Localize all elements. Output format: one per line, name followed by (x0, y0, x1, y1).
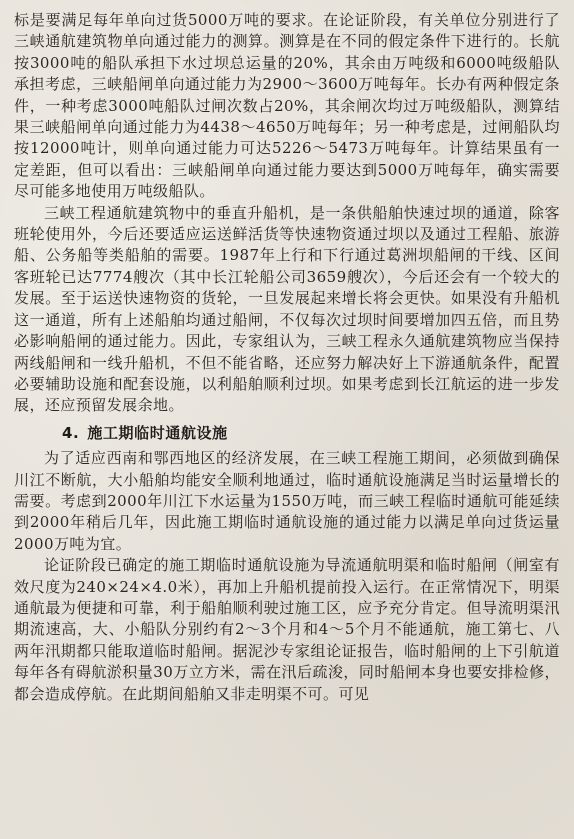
paragraph-construction-navigation: 为了适应西南和鄂西地区的经济发展，在三峡工程施工期间，必须做到确保川江不断航，大小船舶均能安全顺利地通过，临时通航设施满足当时运量增长的需要。考虑到2000年川江下水运量为1550万吨，而三峡工程临时通航可能延续到2000年稍后几年，因此施工期临时通航设施的通过能力以满足单向过货运量2000万吨为宜。 (14, 449, 560, 553)
section-number: 4. (62, 423, 80, 442)
paragraph-capacity-estimates: 标是要满足每年单向过货5000万吨的要求。在论证阶段，有关单位分别进行了三峡通航建筑物单向通过能力的测算。测算是在不同的假定条件下进行的。长航按3000吨的船队承担下水过坝总运量的20%，其余由万吨级和6000吨级船队承担考虑，三峡船闸单向通过能力为2900～3600万吨每年。长办有两种假定条件，一种考虑3000吨船队过闸次数占20%，其余闸次均过万吨级船队，测算结果三峡船闸单向通过能力为4438～4650万吨每年；另一种考虑是，过闸船队均按12000吨计，则单向通过能力可达5226～5473万吨每年。计算结果虽有一定差距，但可以看出：三峡船闸单向通过能力要达到5000万吨每年，确实需要尽可能多地使用万吨级船队。 (14, 11, 560, 201)
paragraph-ship-lift: 三峡工程通航建筑物中的垂直升船机，是一条供船舶快速过坝的通道，除客班轮使用外，今后还要适应运送鲜活货等快速物资通过坝以及通过工程船、旅游船、公务船等类船舶的需要。1987年上行和下行通过葛洲坝船闸的干线、区间客班轮已达7774艘次（其中长江轮船公司3659艘次），今后还会有一个较大的发展。至于运送快速物资的货轮，一旦发展起来增长将会更快。如果没有升船机这一通道，所有上述船舶均通过船闸，不仅每次过坝时间要增加四五倍，而且势必影响船闸的通过能力。因此，专家组认为，三峡工程永久通航建筑物应当保持两线船闸和一线升船机，不但不能省略，还应努力解决好上下游通航条件，配置必要辅助设施和配套设施，以利船舶顺利过坝。如果考虑到长江航运的进一步发展，还应预留发展余地。 (14, 203, 560, 415)
section-heading (14, 423, 560, 444)
section-title: 施工期临时通航设施 (87, 423, 228, 442)
paragraph-temporary-facilities: 论证阶段已确定的施工期临时通航设施为导流通航明渠和临时船闸（闸室有效尺度为240×24×4.0米），再加上升船机提前投入运行。在正常情况下，明渠通航最为便捷和可靠，利于船舶顺利驶过施工区，应予充分肯定。但导流明渠汛期流速高，大、小船队分别约有2～3个月和4～5个月不能通航，施工第七、八两年汛期都只能取道临时船闸。据泥沙专家组论证报告，临时船闸的上下引航道每年各有碍航淤积量30万立方米，需在汛后疏浚，同时船闸本身也要安排检修，都会造成停航。在此期间船舶又非走明渠不可。可见 (14, 556, 560, 703)
